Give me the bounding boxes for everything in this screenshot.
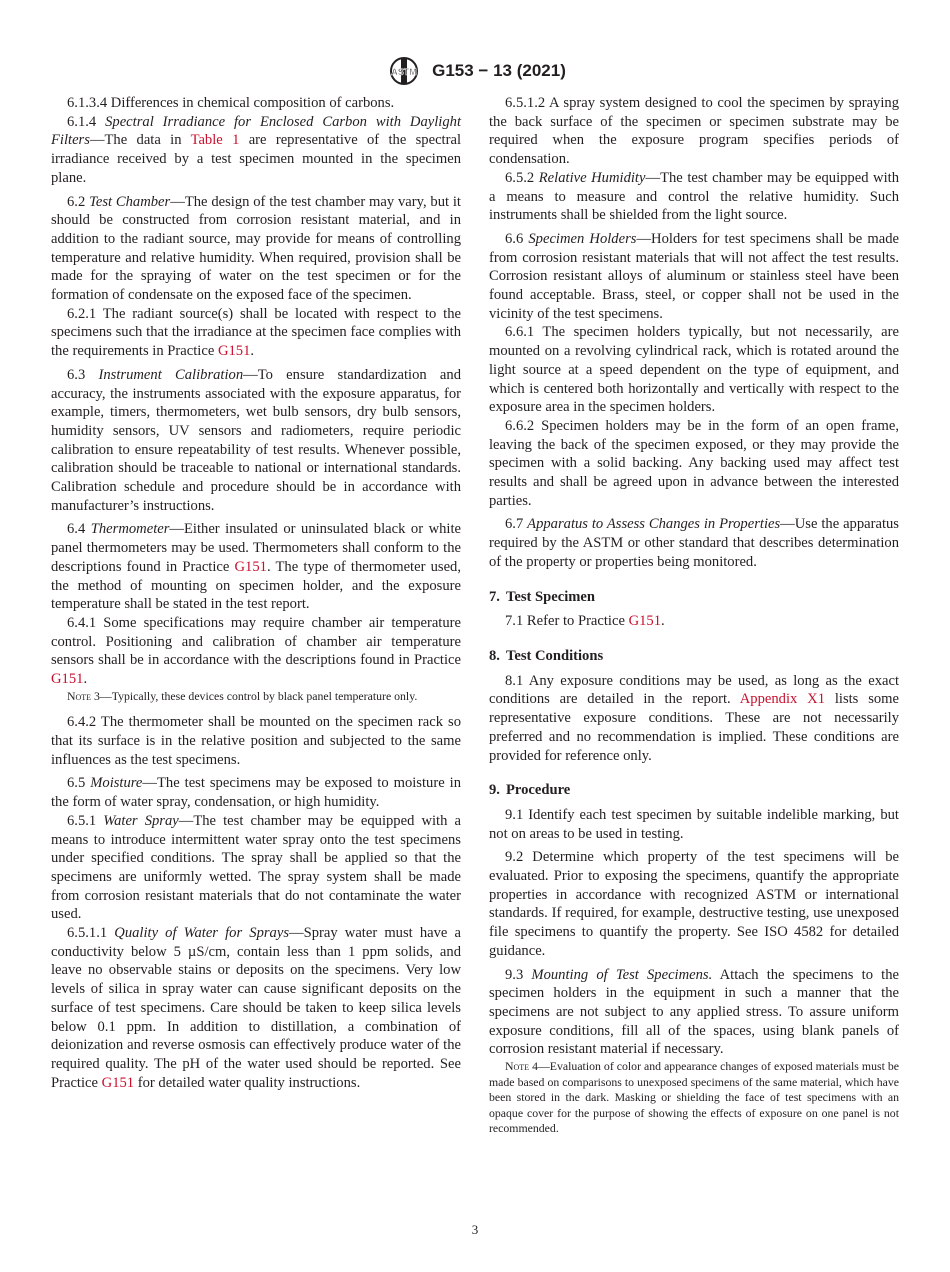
para-6-7: 6.7 Apparatus to Assess Changes in Properties—Use the apparatus required by the ASTM or other standard that describes determination of the property or properties being monitored. xyxy=(489,516,899,570)
para-6-6-2: 6.6.2 Specimen holders may be in the form of an open frame, leaving the back of the specimen exposed, or they may provide the specimen with a solid backing. Any backing used may affect test results and shall be agreed upon in advance between the interested parties. xyxy=(489,417,899,509)
note-3: Note 3—Typically, these devices control by black panel temperature only. xyxy=(67,688,418,703)
para-6-2: 6.2 Test Chamber—The design of the test chamber may vary, but it should be constructed from corrosion resistant material, and in addition to the radiant source, may provide for means of controlling temperature and relative humidity. When required, provision shall be made for the spraying of water on the test specimen or for the formation of condensate on the exposed face of the specimen. xyxy=(51,193,461,304)
document-id: G153 − 13 (2021) xyxy=(432,61,566,80)
para-6-5: 6.5 Moisture—The test specimens may be exposed to moisture in the form of water spray, condensation, or high humidity. xyxy=(51,775,461,811)
para-6-5-1-2: 6.5.1.2 A spray system designed to cool the specimen by spraying the back surface of the specimen or specimen substrate may be required when the exposure program specifies periods of condensation. xyxy=(489,95,899,168)
section-7-heading: 7. Test Specimen xyxy=(489,588,596,605)
para-6-5-1-1: 6.5.1.1 Quality of Water for Sprays—Spray water must have a conductivity below 5 µS/cm, contain less than 1 ppm solids, and leave no observable stains or deposits on the specimens. Very low levels of silica in spray water can cause significant deposits on the surface of test specimens. Care should be taken to keep silica levels below 0.1 ppm. In addition to distillation, a combination of deionization and reverse osmosis can effectively produce water of the required quality. The pH of the water used should be reported. See Practice G151 for detailed water quality instructions. xyxy=(51,925,461,1091)
g151-link[interactable]: G151 xyxy=(101,1074,135,1091)
section-8-heading: 8. Test Conditions xyxy=(489,647,604,664)
g151-link[interactable]: G151 xyxy=(217,343,251,360)
table-1-link[interactable]: Table 1 xyxy=(190,132,240,149)
para-9-3: 9.3 Mounting of Test Specimens. Attach the specimens to the specimen holders in the equipment in such a manner that the specimens are not subject to any applied stress. To assure uniform exposure conditions, fill all of the spaces, using blank panels of corrosion resistant material if necessary. xyxy=(489,966,899,1058)
g151-link[interactable]: G151 xyxy=(51,671,84,688)
para-9-1: 9.1 Identify each test specimen by suitable indelible marking, but not on areas to be used in testing. xyxy=(489,806,899,842)
page-number: 3 xyxy=(471,1222,479,1237)
left-column xyxy=(51,94,461,1092)
astm-logo-icon xyxy=(384,56,424,86)
para-9-2: 9.2 Determine which property of the test specimens will be evaluated. Prior to exposing the specimens, quantify the appropriate properties in accordance with recognized ASTM or international standards. If required, for example, destructive testing, use unexposed file specimens to quantify the property. See ISO 4582 for detailed guidance. xyxy=(489,849,899,959)
appendix-x1-link[interactable]: Appendix X1 xyxy=(739,691,825,708)
para-6-1-3-4: 6.1.3.4 Differences in chemical composition of carbons. xyxy=(67,95,395,111)
para-7-1: 7.1 Refer to Practice G151. xyxy=(505,613,665,630)
para-6-2-1: 6.2.1 The radiant source(s) shall be located with respect to the specimens such that the irradiance at the specimen face complies with the requirements in Practice G151. xyxy=(51,305,461,360)
para-6-5-1: 6.5.1 Water Spray—The test chamber may be equipped with a means to introduce intermittent water spray onto the test specimens under specified conditions. The spray shall be applied so that the specimens are uniformly wetted. The spray system shall be made from corrosion resistant materials that do not contaminate the water used. xyxy=(51,812,461,923)
section-9-heading: 9. Procedure xyxy=(489,782,571,799)
right-column xyxy=(489,94,899,1137)
note-4: Note 4—Evaluation of color and appearance changes of exposed materials must be made based on comparisons to unexposed specimens of the same material, which have been stored in the dark. Masking or shielding the face of test specimens with an opaque cover for the purpose of showing the effects of exposure on one panel is not recommended. xyxy=(489,1059,900,1136)
para-6-4: 6.4 Thermometer—Either insulated or uninsulated black or white panel thermometers may be used. Thermometers shall conform to the descriptions found in Practice G151. The type of thermometer used, the method of mounting on specimen holder, and the exposure temperature shall be stated in the test report. xyxy=(51,521,462,613)
para-6-1-4: 6.1.4 Spectral Irradiance for Enclosed Carbon with Daylight Filters—The data in Table 1 are representative of the spectral irradiance received by a test specimen mounted in the specimen plane. xyxy=(51,113,462,186)
g151-link[interactable]: G151 xyxy=(628,613,662,630)
para-6-4-2: 6.4.2 The thermometer shall be mounted on the specimen rack so that its surface is in the relative position and subjected to the same influences as the test specimens. xyxy=(51,714,461,768)
page-header xyxy=(0,56,950,86)
para-6-6-1: 6.6.1 The specimen holders typically, but not necessarily, are mounted on a revolving cylindrical rack, which is rotated around the light source at a speed dependent on the type of equipment, and which is centered both horizontally and vertically with respect to the exposure area in the specimen holders. xyxy=(489,324,899,416)
para-6-3: 6.3 Instrument Calibration—To ensure standardization and accuracy, the instruments associated with the exposure apparatus, for example, timers, thermometers, wet bulb sensors, dry bulb sensors, humidity sensors, UV sensors and radiometers, require periodic calibration to ensure repeatability of test results. Whenever possible, calibration should be traceable to national or international standards. Calibration schedule and procedure should be in accordance with manufacturer’s instructions. xyxy=(51,366,461,514)
g151-link[interactable]: G151 xyxy=(234,558,267,575)
para-6-6: 6.6 Specimen Holders—Holders for test specimens shall be made from corrosion resistant materials that will not affect the test results. Corrosion resistant alloys of aluminum or stainless steel have been found acceptable. Brass, steel, or copper shall not be used in the vicinity of the test specimens. xyxy=(489,230,900,322)
svg-text:ASTM: ASTM xyxy=(391,67,417,77)
para-8-1: 8.1 Any exposure conditions may be used, as long as the exact conditions are detailed in the report. Appendix X1 lists some representative exposure conditions. These are not necessarily preferred and no recommendation is implied. These conditions are provided for reference only. xyxy=(489,672,900,764)
para-6-4-1: 6.4.1 Some specifications may require chamber air temperature control. Positioning and calibration of chamber air temperature sensors shall be in accordance with the descriptions found in Practice G151. xyxy=(51,614,461,688)
para-6-5-2: 6.5.2 Relative Humidity—The test chamber may be equipped with a means to measure and control the relative humidity. Such instruments shall be shielded from the light source. xyxy=(489,169,900,224)
